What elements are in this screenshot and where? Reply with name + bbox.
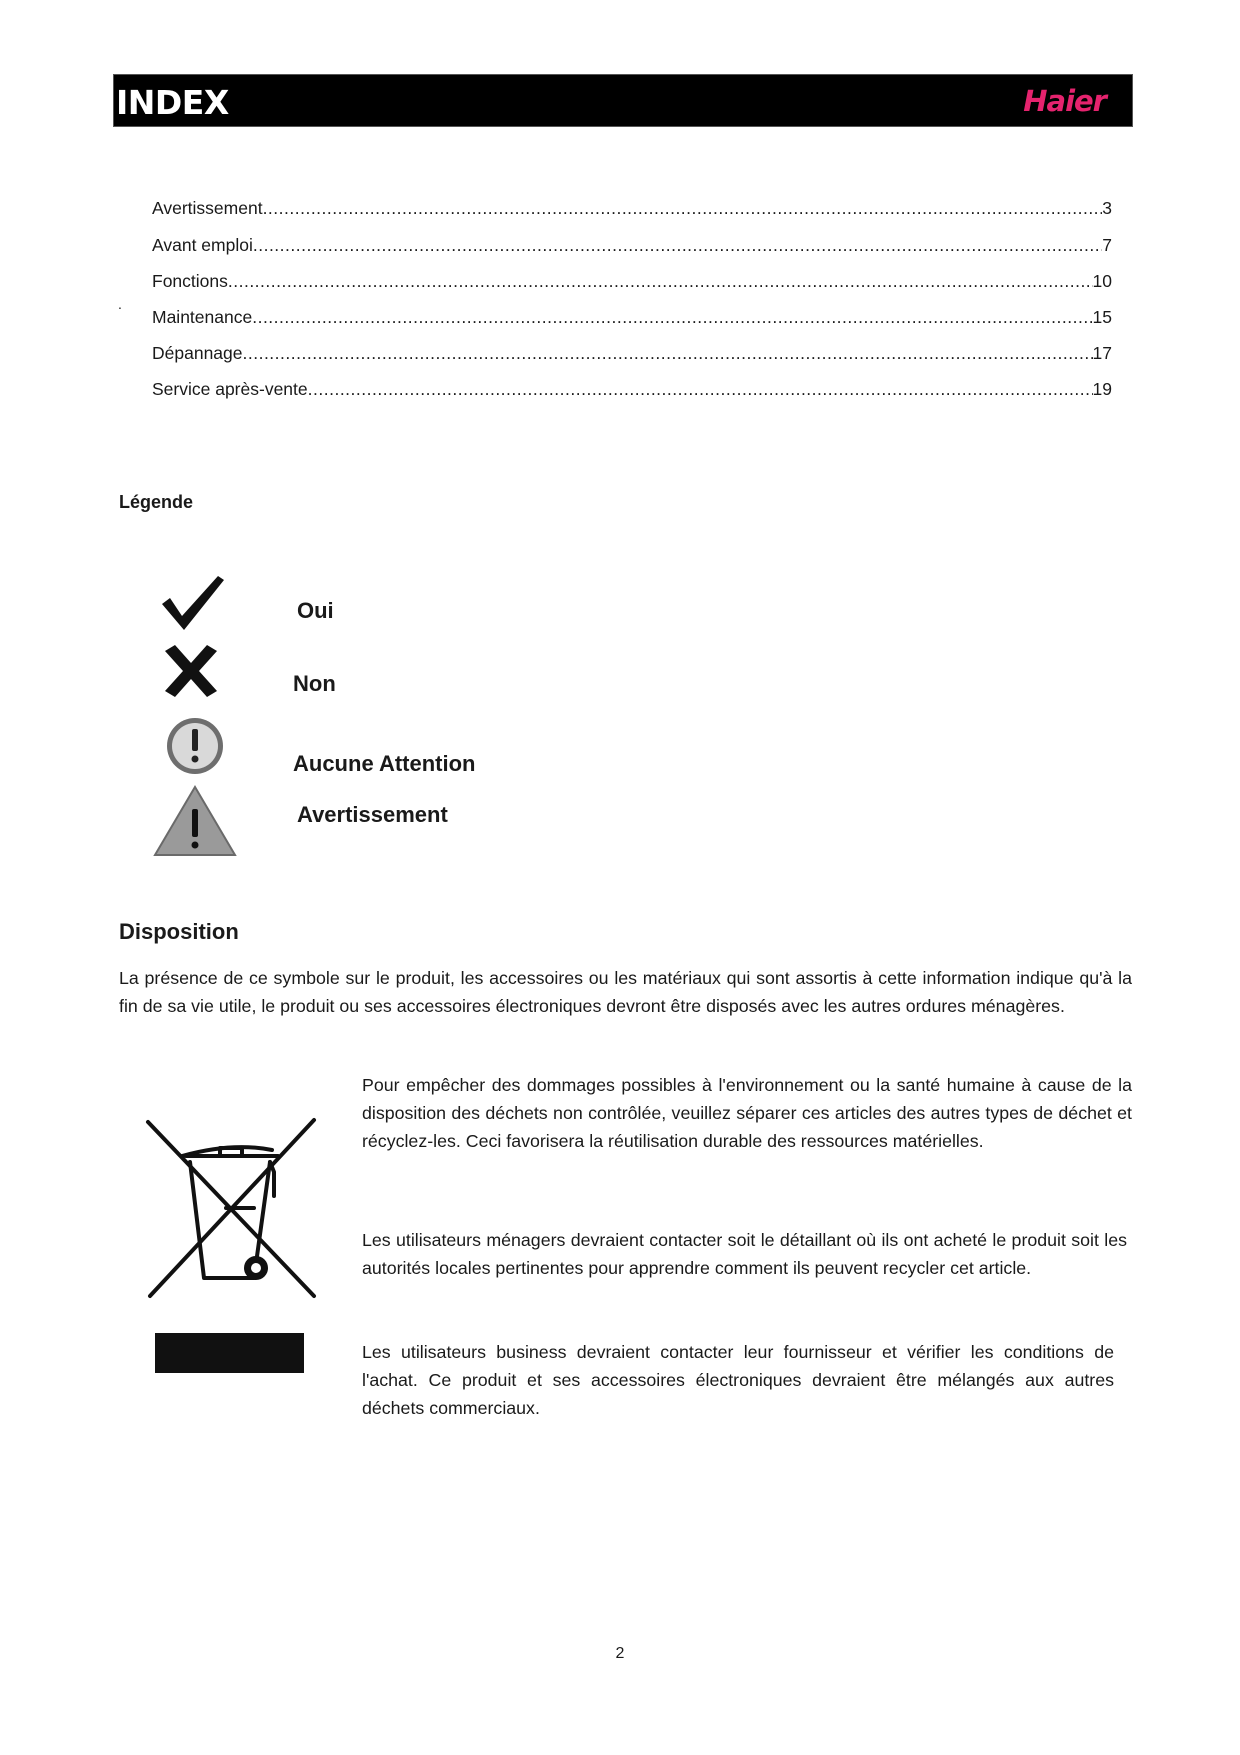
- toc-item[interactable]: [152, 379, 1112, 401]
- toc-leader-dots: [252, 307, 1092, 328]
- crossed-out-wheeled-bin-icon: [142, 1116, 320, 1301]
- toc-item[interactable]: [152, 271, 1112, 293]
- toc-leader-dots: [228, 271, 1093, 292]
- toc-item-label: Dépannage: [152, 343, 243, 363]
- toc-item[interactable]: [152, 198, 1112, 220]
- toc-item-label: Service après-vente: [152, 379, 308, 399]
- toc-item-page: 3: [1102, 198, 1112, 218]
- toc-item-label: Maintenance: [152, 307, 253, 327]
- cross-icon: [161, 645, 221, 697]
- toc-leader-dots: [263, 198, 1103, 219]
- disposition-paragraph-1: Pour empêcher des dommages possibles à l'environnement ou la santé humaine à cause de la disposition des déchets non contrôlée, veuillez séparer ces articles des autres types de déchet et récyclez-les. Ceci favorisera la réutilisation durable des ressources matérielles.: [362, 1075, 1132, 1151]
- toc-leader-dots: [308, 379, 1093, 400]
- warning-triangle-icon: [153, 785, 237, 857]
- toc-item-page: 19: [1092, 379, 1112, 399]
- legend-label-non: Non: [293, 671, 336, 696]
- brand-logo: Haier: [1023, 84, 1106, 118]
- exclamation-circle-icon: [165, 716, 225, 776]
- toc-item[interactable]: [152, 235, 1112, 257]
- disposition-paragraph-3: Les utilisateurs business devraient contacter leur fournisseur et vérifier les conditions de l'achat. Ce produit et ses accessoires électroniques devraient être mélangés aux autres déchets commerciaux.: [362, 1342, 1114, 1418]
- separate-collection-bar: [155, 1333, 304, 1373]
- toc-leader-dots: [243, 343, 1093, 364]
- toc-item-page: 15: [1092, 307, 1112, 327]
- stray-mark: .: [118, 296, 122, 312]
- legend-label-oui: Oui: [297, 598, 334, 623]
- disposition-title: Disposition: [119, 919, 239, 944]
- page-title: INDEX: [116, 83, 229, 122]
- toc-item-page: 17: [1092, 343, 1112, 363]
- page-number: 2: [615, 1645, 625, 1662]
- toc-item[interactable]: [152, 307, 1112, 329]
- disposition-paragraph-2: Les utilisateurs ménagers devraient contacter soit le détaillant où ils ont acheté le produit soit les autorités locales pertinentes pour apprendre comment ils peuvent recycler cet article.: [362, 1230, 1127, 1278]
- legend-heading: Légende: [119, 492, 194, 512]
- header-bar: [113, 74, 1133, 127]
- legend-label-aucune-attention: Aucune Attention: [293, 751, 476, 776]
- toc-leader-dots: [253, 235, 1102, 256]
- toc-item-label: Avertissement: [152, 198, 263, 218]
- toc-item-page: 10: [1092, 271, 1112, 291]
- toc-item-page: 7: [1102, 235, 1112, 255]
- toc-item[interactable]: [152, 343, 1112, 365]
- toc-item-label: Avant emploi: [152, 235, 253, 255]
- disposition-intro: La présence de ce symbole sur le produit, les accessoires ou les matériaux qui sont assortis à cette information indique qu'à la fin de sa vie utile, le produit ou ses accessoires électroniques devront être disposés avec les autres ordures ménagères.: [119, 968, 1132, 1016]
- toc-item-label: Fonctions: [152, 271, 228, 291]
- checkmark-icon: [160, 574, 226, 632]
- legend-label-avertissement: Avertissement: [297, 802, 448, 827]
